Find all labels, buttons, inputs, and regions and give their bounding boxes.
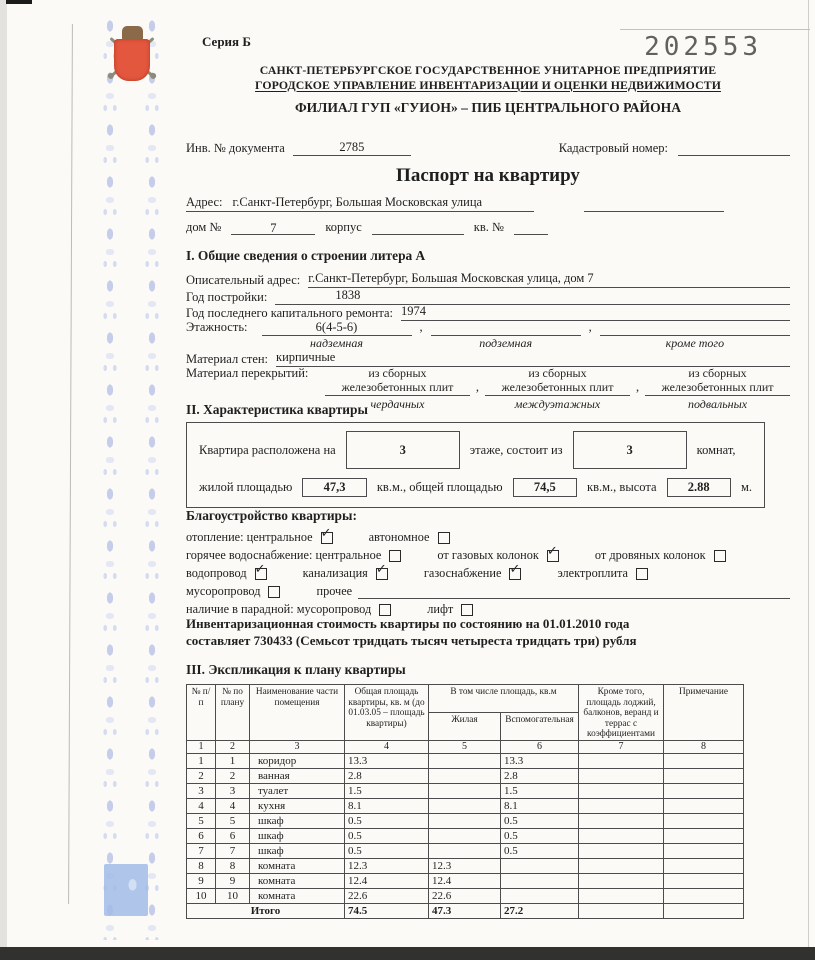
amenity-label: мусоропровод <box>186 584 261 598</box>
explication-cell: 1.5 <box>501 783 579 798</box>
explication-cell: 4 <box>216 798 250 813</box>
comma: , <box>635 380 640 394</box>
explication-cell: 12.3 <box>429 858 501 873</box>
column-number-cell: 8 <box>664 740 744 753</box>
section1-heading: I. Общие сведения о строении литера А <box>186 248 426 263</box>
explication-cell: 2.8 <box>501 768 579 783</box>
explication-cell <box>429 798 501 813</box>
explication-cell: 0.5 <box>501 843 579 858</box>
comma: , <box>475 380 480 394</box>
explication-cell: 5 <box>187 813 216 828</box>
explication-cell: 10 <box>187 888 216 903</box>
explication-cell: 12.3 <box>345 858 429 873</box>
explication-cell <box>579 828 664 843</box>
total-area-value: 74,5 <box>513 478 577 497</box>
crown-icon <box>122 26 143 40</box>
explication-cell <box>579 858 664 873</box>
explication-cell <box>664 843 744 858</box>
walls-value: кирпичные <box>276 350 790 367</box>
explication-cell: 8 <box>216 858 250 873</box>
explication-cell: 1.5 <box>345 783 429 798</box>
header-col-total-area: Общая площадь квартиры, кв. м (до 01.03.05 – площадь квартиры) <box>345 685 429 741</box>
checkbox-checked-icon <box>509 568 521 580</box>
explication-row <box>187 813 744 828</box>
scan-edge-left <box>0 0 7 960</box>
explication-cell: 12.4 <box>429 873 501 888</box>
explication-total-row <box>187 903 744 918</box>
slabs-basement-line1: из сборных <box>688 366 747 380</box>
explication-cell: 5 <box>216 813 250 828</box>
amenity-line <box>186 545 790 563</box>
explication-cell <box>579 888 664 903</box>
explication-row <box>187 768 744 783</box>
amenity-label: автономное <box>368 530 430 544</box>
header-col-npp: № п/п <box>187 685 216 741</box>
explication-cell: 3 <box>216 783 250 798</box>
amenity-item <box>186 548 401 563</box>
total-label: Итого <box>187 903 345 918</box>
checkbox-empty-icon <box>389 550 401 562</box>
explication-body <box>187 753 744 918</box>
explication-cell <box>501 888 579 903</box>
height-label: кв.м., высота <box>587 480 657 494</box>
cadastre-number-label: Кадастровый номер: <box>558 141 668 155</box>
blank-fill-line <box>358 586 790 599</box>
amenity-item <box>424 566 522 581</box>
explication-cell: 3 <box>187 783 216 798</box>
explication-cell <box>429 768 501 783</box>
series-label: Серия Б <box>202 34 251 49</box>
explication-cell <box>429 828 501 843</box>
header-col-name: Наименование части помещения <box>250 685 345 741</box>
explication-cell <box>664 798 744 813</box>
slabs-sub-attic: чердачных <box>370 397 425 411</box>
repair-year-value: 1974 <box>401 304 790 321</box>
korpus-label: корпус <box>325 220 362 234</box>
apartment-label: кв. № <box>473 220 504 234</box>
header-col-note: Примечание <box>664 685 744 741</box>
explication-cell: 4 <box>187 798 216 813</box>
blue-stamp <box>104 864 148 916</box>
explication-cell <box>664 813 744 828</box>
explication-cell: комната <box>250 873 345 888</box>
header-col-auxiliary: Вспомогательная <box>501 712 579 740</box>
explication-cell: 22.6 <box>345 888 429 903</box>
amenity-label: электроплита <box>557 566 629 580</box>
header-group-included: В том числе площадь, кв.м <box>429 685 579 713</box>
explication-cell: 12.4 <box>345 873 429 888</box>
header-col-balconies: Кроме того, площадь лоджий, балконов, веранд и террас с коэффициентами <box>579 685 664 741</box>
column-number-cell: 2 <box>216 740 250 753</box>
build-year-label: Год постройки: <box>186 290 268 304</box>
slabs-sub-interfloor: междуэтажных <box>514 397 601 411</box>
slabs-interfloor-line2: железобетонных плит <box>501 380 614 394</box>
explication-cell: 6 <box>187 828 216 843</box>
total-area-label: кв.м., общей площадью <box>376 480 503 494</box>
explication-cell <box>579 843 664 858</box>
address-label: Адрес: <box>186 195 223 209</box>
comma: , <box>588 320 592 334</box>
amenity-label: прочее <box>316 584 353 598</box>
column-number-cell: 4 <box>345 740 429 753</box>
explication-cell: шкаф <box>250 828 345 843</box>
explication-cell: 6 <box>216 828 250 843</box>
checkbox-empty-icon <box>268 586 280 598</box>
checkbox-checked-icon <box>321 532 333 544</box>
living-area-label: жилой площадью <box>199 480 293 494</box>
amenity-item <box>437 548 559 563</box>
repair-year-label: Год последнего капитального ремонта: <box>186 306 393 320</box>
amenities-heading: Благоустройство квартиры: <box>186 508 357 523</box>
inventory-number-label: Инв. № документа <box>186 141 285 155</box>
explication-cell <box>579 768 664 783</box>
explication-cell: ванная <box>250 768 345 783</box>
explication-cell <box>579 813 664 828</box>
inventory-number-value: 2785 <box>293 140 411 156</box>
column-number-cell: 3 <box>250 740 345 753</box>
scan-corner-mark <box>6 0 32 4</box>
explication-cell: туалет <box>250 783 345 798</box>
checkbox-empty-icon <box>636 568 648 580</box>
header-col-plan: № по плану <box>216 685 250 741</box>
explication-cell: 13.3 <box>345 753 429 768</box>
explication-cell: шкаф <box>250 813 345 828</box>
explication-cell <box>429 843 501 858</box>
valuation-line-1: Инвентаризационная стоимость квартиры по состоянию на 01.01.2010 года <box>186 616 630 631</box>
explication-cell <box>579 873 664 888</box>
walls-label: Материал стен: <box>186 352 269 366</box>
located-label: Квартира расположена на <box>199 442 336 457</box>
explication-cell <box>579 798 664 813</box>
comma: , <box>419 320 423 334</box>
consists-label: этаже, состоит из <box>469 442 563 457</box>
explication-cell: коридор <box>250 753 345 768</box>
explication-cell: 9 <box>216 873 250 888</box>
shield-icon <box>114 39 150 81</box>
explication-cell: 13.3 <box>501 753 579 768</box>
explication-cell: 1 <box>216 753 250 768</box>
explication-cell: 0.5 <box>345 813 429 828</box>
floors-sub-other: кроме того <box>665 336 725 350</box>
explication-cell: 10 <box>216 888 250 903</box>
amenity-label: наличие в парадной: мусоропровод <box>186 602 372 616</box>
section3-heading: III. Экспликация к плану квартиры <box>186 662 406 677</box>
amenity-label: канализация <box>302 566 368 580</box>
explication-row <box>187 828 744 843</box>
floors-sub-above: надземная <box>310 336 363 350</box>
explication-cell: 9 <box>187 873 216 888</box>
explication-cell: 7 <box>187 843 216 858</box>
amenity-label: от газовых колонок <box>437 548 539 562</box>
apartment-blank <box>514 221 548 235</box>
explication-cell: кухня <box>250 798 345 813</box>
floors-label: Этажность: <box>186 320 248 334</box>
amenity-item <box>303 566 388 581</box>
explication-row <box>187 798 744 813</box>
korpus-blank <box>372 221 464 235</box>
explication-cell <box>664 753 744 768</box>
explication-cell: 0.5 <box>345 843 429 858</box>
amenity-item <box>369 530 450 545</box>
explication-cell <box>429 783 501 798</box>
explication-row <box>187 753 744 768</box>
explication-row <box>187 888 744 903</box>
scan-edge-right <box>808 0 809 947</box>
total-value-cell <box>664 903 744 918</box>
column-number-cell: 5 <box>429 740 501 753</box>
amenities-lines <box>186 527 790 617</box>
explication-table <box>186 684 744 919</box>
slabs-attic-line1: из сборных <box>368 366 427 380</box>
descriptive-address-label: Описательный адрес: <box>186 273 301 287</box>
explication-cell <box>429 753 501 768</box>
explication-cell <box>501 873 579 888</box>
explication-cell <box>664 768 744 783</box>
house-value: 7 <box>231 221 315 235</box>
explication-cell <box>579 753 664 768</box>
checkbox-checked-icon <box>547 550 559 562</box>
explication-cell <box>664 783 744 798</box>
floors-value: 6(4-5-6) <box>262 320 412 336</box>
explication-row <box>187 873 744 888</box>
amenity-label: газоснабжение <box>423 566 502 580</box>
section2-heading: II. Характеристика квартиры <box>186 402 368 417</box>
column-number-cell: 1 <box>187 740 216 753</box>
valuation-line-2: составляет 730433 (Семьсот тридцать тысяч четыреста тридцать три) рубля <box>186 633 637 648</box>
coat-of-arms-icon <box>99 20 165 98</box>
explication-cell: 8.1 <box>501 798 579 813</box>
amenity-label: от дровяных колонок <box>594 548 706 562</box>
address-value: г.Санкт-Петербург, Большая Московская улица <box>232 195 483 209</box>
page-edge-line <box>68 24 73 904</box>
explication-cell: 2.8 <box>345 768 429 783</box>
amenity-line <box>186 527 790 545</box>
apartment-characteristics-box <box>186 422 765 508</box>
amenity-item <box>595 548 726 563</box>
rooms-count-value: 3 <box>573 431 687 469</box>
slabs-attic-line2: железобетонных плит <box>341 380 454 394</box>
floors-other-blank <box>600 320 790 336</box>
explication-cell: 7 <box>216 843 250 858</box>
valuation-paragraph <box>186 615 790 649</box>
height-value: 2.88 <box>667 478 731 497</box>
build-year-value: 1838 <box>275 288 790 305</box>
explication-cell: 2 <box>216 768 250 783</box>
total-value-cell: 47.3 <box>429 903 501 918</box>
descriptive-address-value: г.Санкт-Петербург, Большая Московская улица, дом 7 <box>308 271 790 288</box>
ornament-chain-left <box>98 14 122 940</box>
floors-underground-blank <box>431 320 581 336</box>
explication-cell: 2 <box>187 768 216 783</box>
floor-number-value: 3 <box>346 431 460 469</box>
amenity-label: отопление: центральное <box>186 530 313 544</box>
explication-cell: 1 <box>187 753 216 768</box>
rooms-suffix: комнат, <box>696 442 736 457</box>
explication-cell <box>579 783 664 798</box>
org-line-3: ФИЛИАЛ ГУП «ГУИОН» – ПИБ ЦЕНТРАЛЬНОГО РАЙОНА <box>294 100 682 115</box>
amenity-line <box>186 581 790 599</box>
slabs-interfloor-line1: из сборных <box>528 366 587 380</box>
amenity-line <box>186 563 790 581</box>
column-number-cell: 6 <box>501 740 579 753</box>
explication-row <box>187 783 744 798</box>
slabs-basement-line2: железобетонных плит <box>661 380 774 394</box>
living-area-value: 47,3 <box>302 478 366 497</box>
explication-cell: 0.5 <box>501 813 579 828</box>
explication-cell <box>664 858 744 873</box>
header-col-living: Жилая <box>429 712 501 740</box>
organization-block <box>186 63 790 116</box>
cadastre-number-blank <box>678 142 790 156</box>
explication-cell: 8 <box>187 858 216 873</box>
document-content <box>186 30 790 950</box>
amenity-item <box>186 584 280 599</box>
explication-cell: шкаф <box>250 843 345 858</box>
amenity-item <box>186 566 267 581</box>
explication-cell <box>664 888 744 903</box>
house-label: дом № <box>186 220 222 234</box>
amenity-item <box>316 584 790 599</box>
page-title: Паспорт на квартиру <box>396 165 580 186</box>
explication-cell: 0.5 <box>501 828 579 843</box>
explication-cell: 22.6 <box>429 888 501 903</box>
amenity-item <box>186 530 333 545</box>
column-number-row <box>187 740 744 753</box>
serial-number: 202553 <box>644 32 762 62</box>
checkbox-checked-icon <box>376 568 388 580</box>
checkbox-checked-icon <box>255 568 267 580</box>
total-value-cell: 74.5 <box>345 903 429 918</box>
checkbox-empty-icon <box>438 532 450 544</box>
explication-cell <box>664 873 744 888</box>
amenity-item <box>557 566 648 581</box>
height-unit: м. <box>740 480 753 494</box>
slabs-sub-basement: подвальных <box>687 397 748 411</box>
explication-cell: комната <box>250 888 345 903</box>
org-line-2: ГОРОДСКОЕ УПРАВЛЕНИЕ ИНВЕНТАРИЗАЦИИ И ОЦЕНКИ НЕДВИЖИМОСТИ <box>255 78 721 92</box>
total-value-cell <box>579 903 664 918</box>
ornament-chain-right <box>140 14 164 940</box>
slabs-label: Материал перекрытий: <box>186 366 309 380</box>
explication-cell <box>664 828 744 843</box>
explication-cell: комната <box>250 858 345 873</box>
column-number-cell: 7 <box>579 740 664 753</box>
amenity-label: водопровод <box>186 566 247 580</box>
checkbox-empty-icon <box>714 550 726 562</box>
explication-row <box>187 843 744 858</box>
amenity-label: лифт <box>427 602 454 616</box>
amenity-label: горячее водоснабжение: центральное <box>186 548 382 562</box>
org-line-1: САНКТ-ПЕТЕРБУРГСКОЕ ГОСУДАРСТВЕННОЕ УНИТАРНОЕ ПРЕДПРИЯТИЕ <box>259 63 717 77</box>
explication-cell <box>429 813 501 828</box>
address-extra-blank <box>584 198 724 212</box>
explication-cell <box>501 858 579 873</box>
explication-row <box>187 858 744 873</box>
explication-cell: 0.5 <box>345 828 429 843</box>
floors-sub-underground: подземная <box>479 336 533 350</box>
explication-cell: 8.1 <box>345 798 429 813</box>
total-value-cell: 27.2 <box>501 903 579 918</box>
